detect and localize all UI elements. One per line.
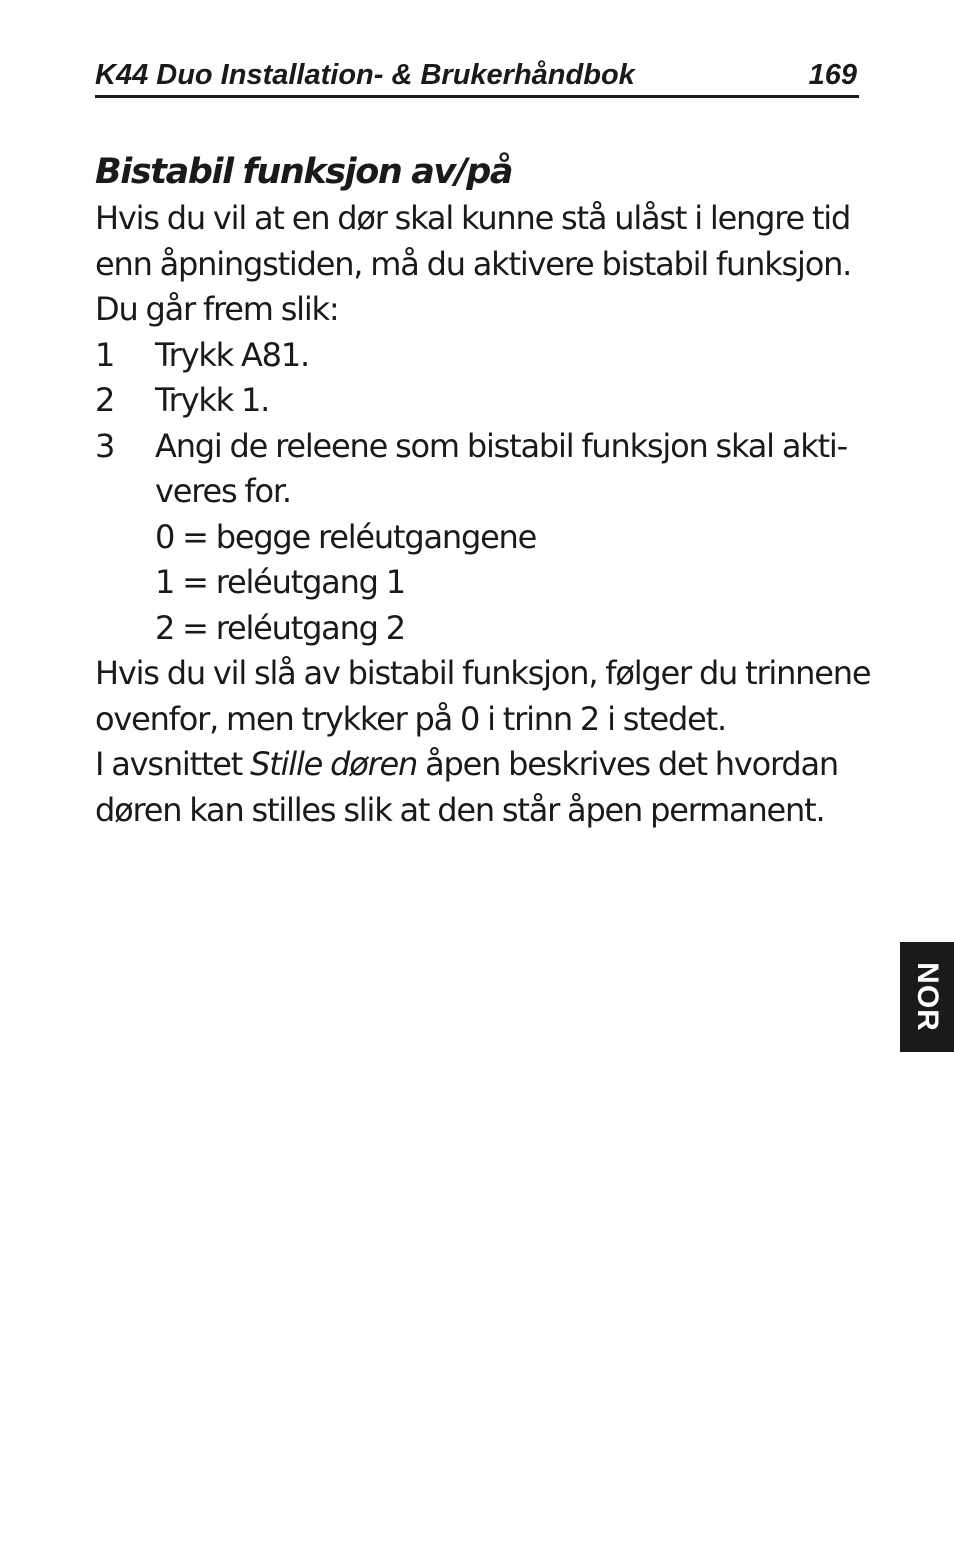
step-item — [95, 378, 875, 424]
relay-options-list — [95, 515, 875, 652]
outro-paragraph — [95, 651, 875, 742]
reference-paragraph — [95, 742, 875, 833]
relay-option: 1 = reléutgang 1 — [155, 563, 405, 601]
step-text: Trykk A81. — [155, 335, 309, 374]
relay-option: 0 = begge reléutgangene — [155, 517, 537, 556]
intro-line: enn åpningstiden, må du aktivere bistabil funksjon. — [95, 244, 852, 283]
step-number: 1 — [95, 335, 115, 374]
intro-paragraph — [95, 196, 875, 333]
step-number: 3 — [95, 426, 115, 465]
section-heading: Bistabil funksjon av/på — [95, 152, 513, 192]
step-text: Angi de releene som bistabil funksjon skal akti- — [155, 426, 847, 465]
language-tab-label: NOR — [911, 962, 944, 1032]
reference-line — [95, 742, 875, 788]
outro-line: Hvis du vil slå av bistabil funksjon, følger du trinnene — [95, 654, 871, 692]
section-reference-link: Stille døren — [250, 745, 418, 783]
intro-line: Du går frem slik: — [95, 290, 339, 328]
reference-suffix: åpen beskrives det hvordan — [417, 745, 838, 783]
step-item — [95, 333, 875, 379]
step-item — [95, 424, 875, 515]
reference-prefix: I avsnittet — [95, 745, 251, 783]
relay-option: 2 = reléutgang 2 — [155, 608, 405, 647]
page-header — [95, 58, 859, 98]
step-text: veres for. — [155, 472, 291, 510]
step-number: 2 — [95, 381, 115, 419]
outro-line: ovenfor, men trykker på 0 i trinn 2 i stedet. — [95, 699, 726, 738]
reference-line: døren kan stilles slik at den står åpen permanent. — [95, 790, 825, 829]
intro-line: Hvis du vil at en dør skal kunne stå ulåst i lengre tid — [95, 199, 851, 237]
step-text: Trykk 1. — [155, 381, 270, 419]
language-tab — [900, 942, 954, 1052]
steps-list — [95, 333, 875, 515]
document-title: K44 Duo Installation- & Brukerhåndbok — [95, 59, 635, 91]
main-content — [95, 146, 875, 833]
page-number: 169 — [808, 59, 857, 91]
